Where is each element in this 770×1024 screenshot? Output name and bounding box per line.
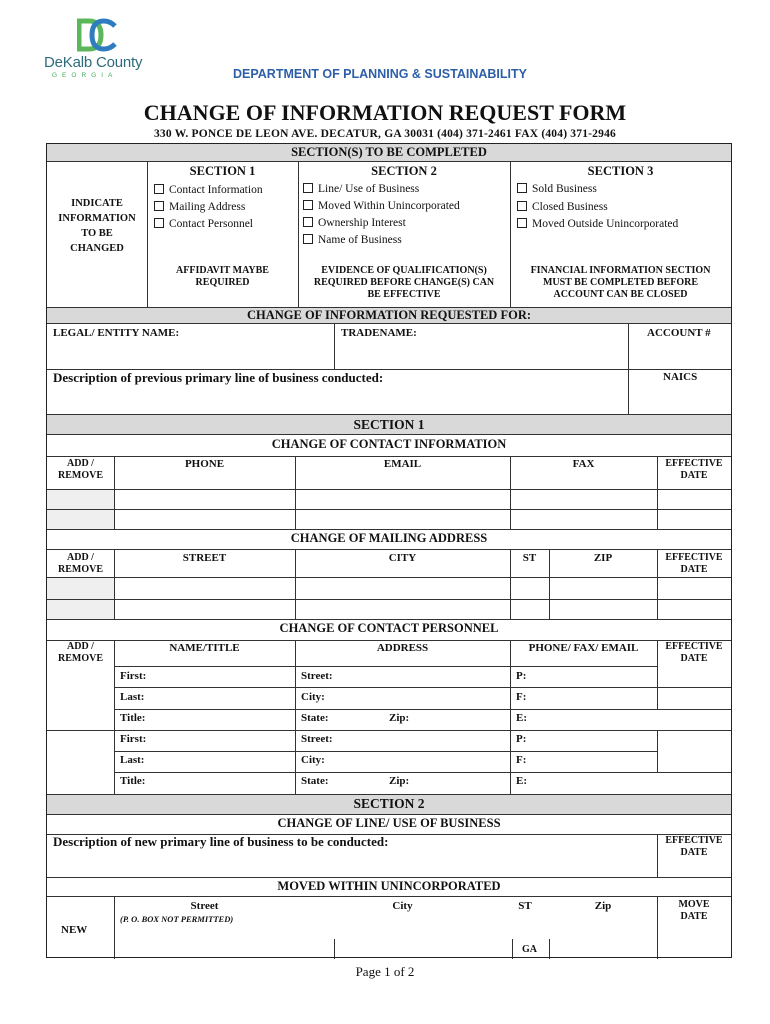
contact-effective-date-header: EFFECTIVE DATE <box>665 458 723 481</box>
moved-st-header: ST <box>518 900 532 912</box>
previous-business-field[interactable] <box>48 388 627 413</box>
indicate-label: INDICATE INFORMATION TO BE CHANGED <box>58 198 136 254</box>
street-label: Street: <box>301 733 333 745</box>
st-header: ST <box>522 552 537 564</box>
checkbox-line-use-of-business[interactable]: Line/ Use of Business <box>303 183 419 195</box>
address-header: ADDRESS <box>376 642 429 654</box>
new-business-label: Description of new primary line of business to be conducted: <box>53 834 389 849</box>
line-of-business-effective-date: EFFECTIVE DATE <box>665 835 723 858</box>
zip-label: Zip: <box>389 775 410 787</box>
city-header: CITY <box>388 552 417 564</box>
title-label: Title: <box>120 712 146 724</box>
requested-for-heading: CHANGE OF INFORMATION REQUESTED FOR: <box>246 308 532 322</box>
logo-county-name: DeKalb County <box>44 54 143 71</box>
move-date-header: MOVE DATE <box>678 899 710 922</box>
moved-city-field[interactable] <box>335 940 511 958</box>
section2-note: EVIDENCE OF QUALIFICATION(S) REQUIRED BEFORE CHANGE(S) CAN BE EFFECTIVE <box>313 265 495 300</box>
moved-street-header: Street <box>190 900 219 912</box>
section3-note: FINANCIAL INFORMATION SECTION MUST BE COMPLETED BEFORE ACCOUNT CAN BE CLOSED <box>530 265 711 300</box>
section1-column-title: SECTION 1 <box>189 164 256 178</box>
checkbox-closed-business[interactable]: Closed Business <box>517 201 608 213</box>
department-name: DEPARTMENT OF PLANNING & SUSTAINABILITY <box>233 67 527 81</box>
checkbox-moved-outside-unincorporated[interactable]: Moved Outside Unincorporated <box>517 218 678 230</box>
page-number: Page 1 of 2 <box>355 964 415 979</box>
name-title-header: NAME/TITLE <box>169 642 240 654</box>
line-of-business-heading: CHANGE OF LINE/ USE OF BUSINESS <box>277 816 501 830</box>
email-label: E: <box>516 775 527 787</box>
street-label: Street: <box>301 670 333 682</box>
zip-header: ZIP <box>593 552 613 564</box>
moved-st-value: GA <box>522 944 537 955</box>
contact-personnel-heading: CHANGE OF CONTACT PERSONNEL <box>279 621 499 635</box>
moved-city-header: City <box>392 900 413 912</box>
po-box-note: (P. O. BOX NOT PERMITTED) <box>120 914 234 924</box>
state-label: State: <box>301 712 329 724</box>
dc-logo-icon <box>77 18 117 52</box>
last-name-label: Last: <box>120 754 145 766</box>
phone-header: PHONE <box>184 458 225 470</box>
tradename-field[interactable] <box>335 340 627 368</box>
personnel-effective-date-header: EFFECTIVE DATE <box>665 641 723 664</box>
mailing-add-remove-header: ADD / REMOVE <box>58 552 103 575</box>
moved-zip-header: Zip <box>594 900 612 912</box>
section2-column-title: SECTION 2 <box>371 164 437 178</box>
checkbox-contact-information[interactable]: Contact Information <box>154 184 263 196</box>
change-request-form <box>46 143 732 958</box>
checkbox-contact-personnel[interactable]: Contact Personnel <box>154 218 253 230</box>
first-name-label: First: <box>120 670 147 682</box>
naics-label: NAICS <box>663 371 698 383</box>
new-business-field[interactable] <box>48 852 656 876</box>
first-name-label: First: <box>120 733 147 745</box>
mailing-effective-date-header: EFFECTIVE DATE <box>665 552 723 575</box>
moved-street-field[interactable] <box>115 940 333 958</box>
sections-heading: SECTION(S) TO BE COMPLETED <box>291 145 487 159</box>
fax-label: F: <box>516 691 527 703</box>
contact-add-remove-header: ADD / REMOVE <box>58 458 103 481</box>
city-label: City: <box>301 691 325 703</box>
legal-name-field[interactable] <box>48 340 333 368</box>
naics-field[interactable] <box>629 386 731 413</box>
dekalb-logo <box>44 18 154 82</box>
state-label: State: <box>301 775 329 787</box>
phone-label: P: <box>516 733 527 745</box>
contact-info-heading: CHANGE OF CONTACT INFORMATION <box>271 437 507 451</box>
phone-label: P: <box>516 670 527 682</box>
city-label: City: <box>301 754 325 766</box>
department-address: 330 W. PONCE DE LEON AVE. DECATUR, GA 30031 (404) 371-2461 FAX (404) 371-2946 <box>153 128 616 140</box>
checkbox-moved-within-unincorporated[interactable]: Moved Within Unincorporated <box>303 200 460 212</box>
section1-title: SECTION 1 <box>353 417 425 432</box>
mailing-address-heading: CHANGE OF MAILING ADDRESS <box>290 531 488 545</box>
title-label: Title: <box>120 775 146 787</box>
section2-title: SECTION 2 <box>353 796 425 811</box>
zip-label: Zip: <box>389 712 410 724</box>
street-header: STREET <box>182 552 227 564</box>
checkbox-mailing-address[interactable]: Mailing Address <box>154 201 245 213</box>
form-title: CHANGE OF INFORMATION REQUEST FORM <box>143 100 627 125</box>
account-number-label: ACCOUNT # <box>647 327 711 339</box>
checkbox-ownership-interest[interactable]: Ownership Interest <box>303 217 406 229</box>
checkbox-name-of-business[interactable]: Name of Business <box>303 234 402 246</box>
logo-state-name: GEORGIA <box>52 72 118 79</box>
checkbox-sold-business[interactable]: Sold Business <box>517 183 597 195</box>
legal-name-label: LEGAL/ ENTITY NAME: <box>53 327 180 339</box>
new-address-label: NEW <box>61 924 88 936</box>
email-label: E: <box>516 712 527 724</box>
email-header: EMAIL <box>383 458 422 470</box>
account-number-field[interactable] <box>629 340 731 368</box>
fax-label: F: <box>516 754 527 766</box>
phone-fax-email-header: PHONE/ FAX/ EMAIL <box>528 642 639 654</box>
moved-within-heading: MOVED WITHIN UNINCORPORATED <box>277 879 501 893</box>
section1-note: AFFIDAVIT MAYBE REQUIRED <box>176 265 269 288</box>
section3-column-title: SECTION 3 <box>587 164 654 178</box>
fax-header: FAX <box>572 458 595 470</box>
tradename-label: TRADENAME: <box>341 327 417 339</box>
previous-business-label: Description of previous primary line of business conducted: <box>53 370 384 385</box>
last-name-label: Last: <box>120 691 145 703</box>
personnel-add-remove-header: ADD / REMOVE <box>58 641 103 664</box>
moved-zip-field[interactable] <box>550 940 656 958</box>
